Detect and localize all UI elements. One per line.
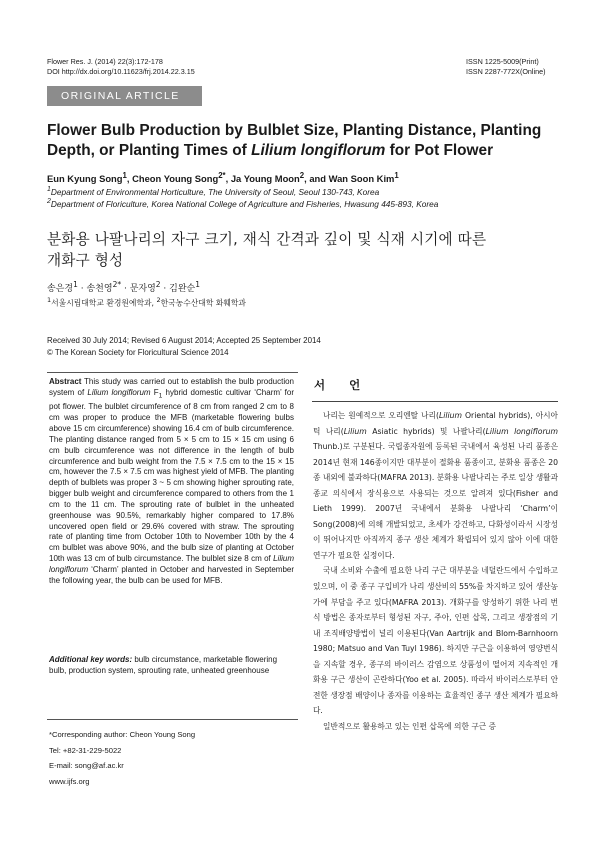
affiliation-text: 서울시립대학교 환경원예학과, bbox=[51, 298, 157, 308]
author-sup: 1 bbox=[394, 171, 399, 180]
affiliation-text: Department of Floriculture, Korea National College of Agriculture and Fisheries, Hwasung 445-893, Korea bbox=[50, 198, 439, 209]
received-dates: Received 30 July 2014; Revised 6 August 2014; Accepted 25 September 2014 bbox=[47, 336, 321, 345]
author-sup: 2* bbox=[112, 280, 122, 289]
issn-online: ISSN 2287-772X(Online) bbox=[466, 67, 546, 76]
paragraph-segment: Thunb.)로 구분된다. 국립종자원에 등록된 국내에서 육성된 나리 품종은 2014년 현재 146종이지만 대부분이 절화용 품종이고, 분화용 품종은 20종 내외에 불과하다(MAFRA 2013). 분화용 나팔나리는 주로 일상 생활과 종교 의식에서 장식용으로 사용되는 것으로 알려져 있다(Fisher and Lieth 1999). 2007년 국내에서 분화용 나팔나리 ‘Charm’이 Song(2008)에 의해 개발되었고, 초세가 강건하고, 다화성이라서 시장성이 뛰어나지만 아직까지 종구 생산 체계가 확립되어 있지 않아 이에 대한 연구가 필요한 실정이다. bbox=[313, 442, 558, 560]
correspondence-block bbox=[49, 727, 294, 789]
abstract-top-rule bbox=[47, 372, 298, 373]
abstract-species: Lilium longiflorum bbox=[49, 554, 294, 574]
affiliation-sup: 2 bbox=[156, 296, 161, 304]
article-title-ko bbox=[47, 229, 547, 271]
affiliation-2 bbox=[47, 196, 577, 210]
species-name: Lilium longiflorum bbox=[485, 426, 558, 436]
issn-print: ISSN 1225-5009(Print) bbox=[466, 57, 539, 66]
section-heading-introduction: 서 언 bbox=[314, 378, 371, 392]
affiliation-sup: 2 bbox=[47, 198, 51, 205]
keywords-text: bulb circumstance, marketable flowering bulb, production system, sprouting rate, unheated greenhouse bbox=[49, 655, 278, 675]
abstract-species: Lilium longiflorum bbox=[87, 387, 151, 397]
abstract-segment: hybrid domestic cultivar ‘Charm’ for pot flower. The bulblet circumference of 8 cm from ranged 2 cm to 8 cm was proper to produce the MFB (marketable flowering bulbs above 15 cm circumference) showing 16.4 cm of bulb circumference. The planting distance ranged from 5 × 5 cm to 15 × 15 cm using 6 cm bulb circumference was not difference in the length of bulb circumference and bulb weight from the 7.5 × 7.5 cm to the 15 × 15 cm, however the 7.5 × 7.5 cm was highest yield of MFB. The planting depth of bulblets was proper 3 ~ 5 cm showing higher sprouting rate, bigger bulb weight and circumference compared to others from the 1 cm to the 11 cm. The sprouting rate of bulblet in the unheated greenhouse was 90.5%, remarkably higher compared to 17.8% uncovered open field or 29.6% covered with straw. The sprouting rate of planting time from October 10th to November 10th by the 4 cm bulblet was above 90%, and the bulb size of planting at October 10th was 13 cm of bulb circumstance. The bulblet size 8 cm of bbox=[49, 387, 295, 564]
keywords bbox=[49, 655, 294, 677]
title-part: Flower Bulb Production by Bulblet Size, Planting Distance, Planting Depth, or Planting Times of bbox=[47, 122, 542, 159]
species-name: Lilium bbox=[343, 426, 367, 436]
author-name: Wan Soon Kim bbox=[328, 173, 395, 185]
corresponding-author: *Corresponding author: Cheon Young Song bbox=[49, 730, 196, 739]
abstract-label: Abstract bbox=[49, 377, 82, 386]
author-name: Cheon Young Song bbox=[132, 173, 219, 185]
affiliation-ko bbox=[47, 295, 246, 309]
title-ko-line: 개화구 형성 bbox=[47, 252, 124, 269]
copyright-line: © The Korean Society for Floricultural Science 2014 bbox=[47, 348, 229, 357]
article-title-en bbox=[47, 121, 557, 161]
author-name-ko: 문자영 bbox=[129, 284, 156, 294]
paragraph: 일반적으로 활용하고 있는 인편 삽목에 의한 구근 증 bbox=[323, 721, 497, 731]
author-name-ko: 김완순 bbox=[169, 284, 196, 294]
journal-citation bbox=[47, 57, 195, 77]
abstract-segment: This study was carried out to establish the bulb production system of bbox=[49, 377, 294, 397]
author-separator: , bbox=[225, 173, 231, 185]
paragraph-segment: 나리는 원예적으로 오리엔탈 나리( bbox=[323, 411, 439, 420]
issn-block bbox=[466, 57, 546, 77]
affiliation-text: Department of Environmental Horticulture, The University of Seoul, Seoul 130-743, Korea bbox=[50, 186, 380, 197]
author-sup: 2* bbox=[218, 171, 226, 180]
author-list-ko bbox=[47, 279, 200, 295]
author-name-ko: 송은경 bbox=[47, 284, 74, 294]
affiliation-sup: 1 bbox=[47, 186, 51, 193]
author-sup: 2 bbox=[299, 171, 305, 180]
affiliation-sup: 1 bbox=[47, 296, 52, 304]
journal-website[interactable]: www.ijfs.org bbox=[49, 776, 90, 786]
author-sup: 1 bbox=[122, 171, 127, 180]
introduction-text bbox=[313, 408, 558, 734]
author-separator: · bbox=[77, 284, 87, 294]
journal-line: Flower Res. J. (2014) 22(3):172-178 bbox=[47, 57, 163, 66]
abstract-subscript: 1 bbox=[158, 392, 163, 400]
paragraph: 국내 소비와 수출에 필요한 나리 구근 대부분을 네덜란드에서 수입하고 있으며, 이 중 종구 구입비가 나리 생산비의 55%를 차지하고 있어 생산농가에 부담을 주고 있다(MAFRA 2013). 개화구를 양성하기 위한 나리 번식 방법은 종자로부터 형성된 자구, 주아, 인편 삽목, 그리고 생장점의 기내 조직배양방법이 널리 이용된다(Van Aartrijk and Blom-Barnhoorn 1980; Matsuo and Van Tuyl 1986). 하지만 구근을 이용하여 영양번식을 지속할 경우, 종구의 바이러스 감염으로 상품성이 떨어져 지속적인 개화용 구근 생산이 곤란하다(Yoo et al. 2005). 따라서 바이러스로부터 안전한 생장점 배양이나 종자를 이용하는 효율적인 종구 생산 체계가 필요하다. bbox=[313, 566, 558, 716]
article-type-tag: ORIGINAL ARTICLE bbox=[47, 86, 202, 106]
abstract-segment: F bbox=[150, 387, 159, 397]
doi-line[interactable]: DOI http://dx.doi.org/10.11623/frj.2014.22.3.15 bbox=[47, 67, 195, 76]
title-part: for Pot Flower bbox=[385, 142, 494, 159]
author-sup: 1 bbox=[195, 280, 201, 289]
title-species: Lilium longiflorum bbox=[251, 142, 386, 159]
keywords-label: Additional key words: bbox=[49, 655, 133, 664]
paragraph-segment: Oriental hybrids), 아시아틱 나리( bbox=[313, 411, 558, 436]
affiliation-text: 한국농수산대학 화훼학과 bbox=[160, 298, 246, 308]
paragraph-segment: Asiatic hybrids) 및 나팔나리( bbox=[366, 426, 486, 436]
abstract-text bbox=[49, 377, 294, 587]
abstract-bottom-rule bbox=[47, 719, 298, 720]
author-list-en bbox=[47, 170, 557, 185]
author-sup: 2 bbox=[155, 280, 161, 289]
paragraph bbox=[313, 408, 558, 563]
author-separator: , bbox=[126, 173, 133, 185]
title-ko-line: 분화용 나팔나리의 자구 크기, 재식 간격과 깊이 및 식재 시기에 따른 bbox=[47, 231, 487, 248]
corresponding-email[interactable]: E-mail: song@af.ac.kr bbox=[49, 761, 124, 771]
author-separator: · bbox=[160, 284, 170, 294]
section-rule bbox=[312, 401, 558, 402]
corresponding-tel: Tel: +82-31-229-5022 bbox=[49, 745, 122, 755]
author-name: Ja Young Moon bbox=[230, 173, 300, 185]
author-separator: · bbox=[121, 284, 130, 294]
author-separator: , and bbox=[304, 173, 329, 185]
species-name: Lilium bbox=[438, 411, 462, 420]
author-sup: 1 bbox=[73, 280, 78, 289]
abstract-segment: ‘Charm’ planted in October and harvested in September the following year, the bulb can be used for MFB. bbox=[49, 564, 294, 585]
author-name-ko: 송천영 bbox=[86, 284, 113, 294]
author-name: Eun Kyung Song bbox=[47, 173, 123, 185]
